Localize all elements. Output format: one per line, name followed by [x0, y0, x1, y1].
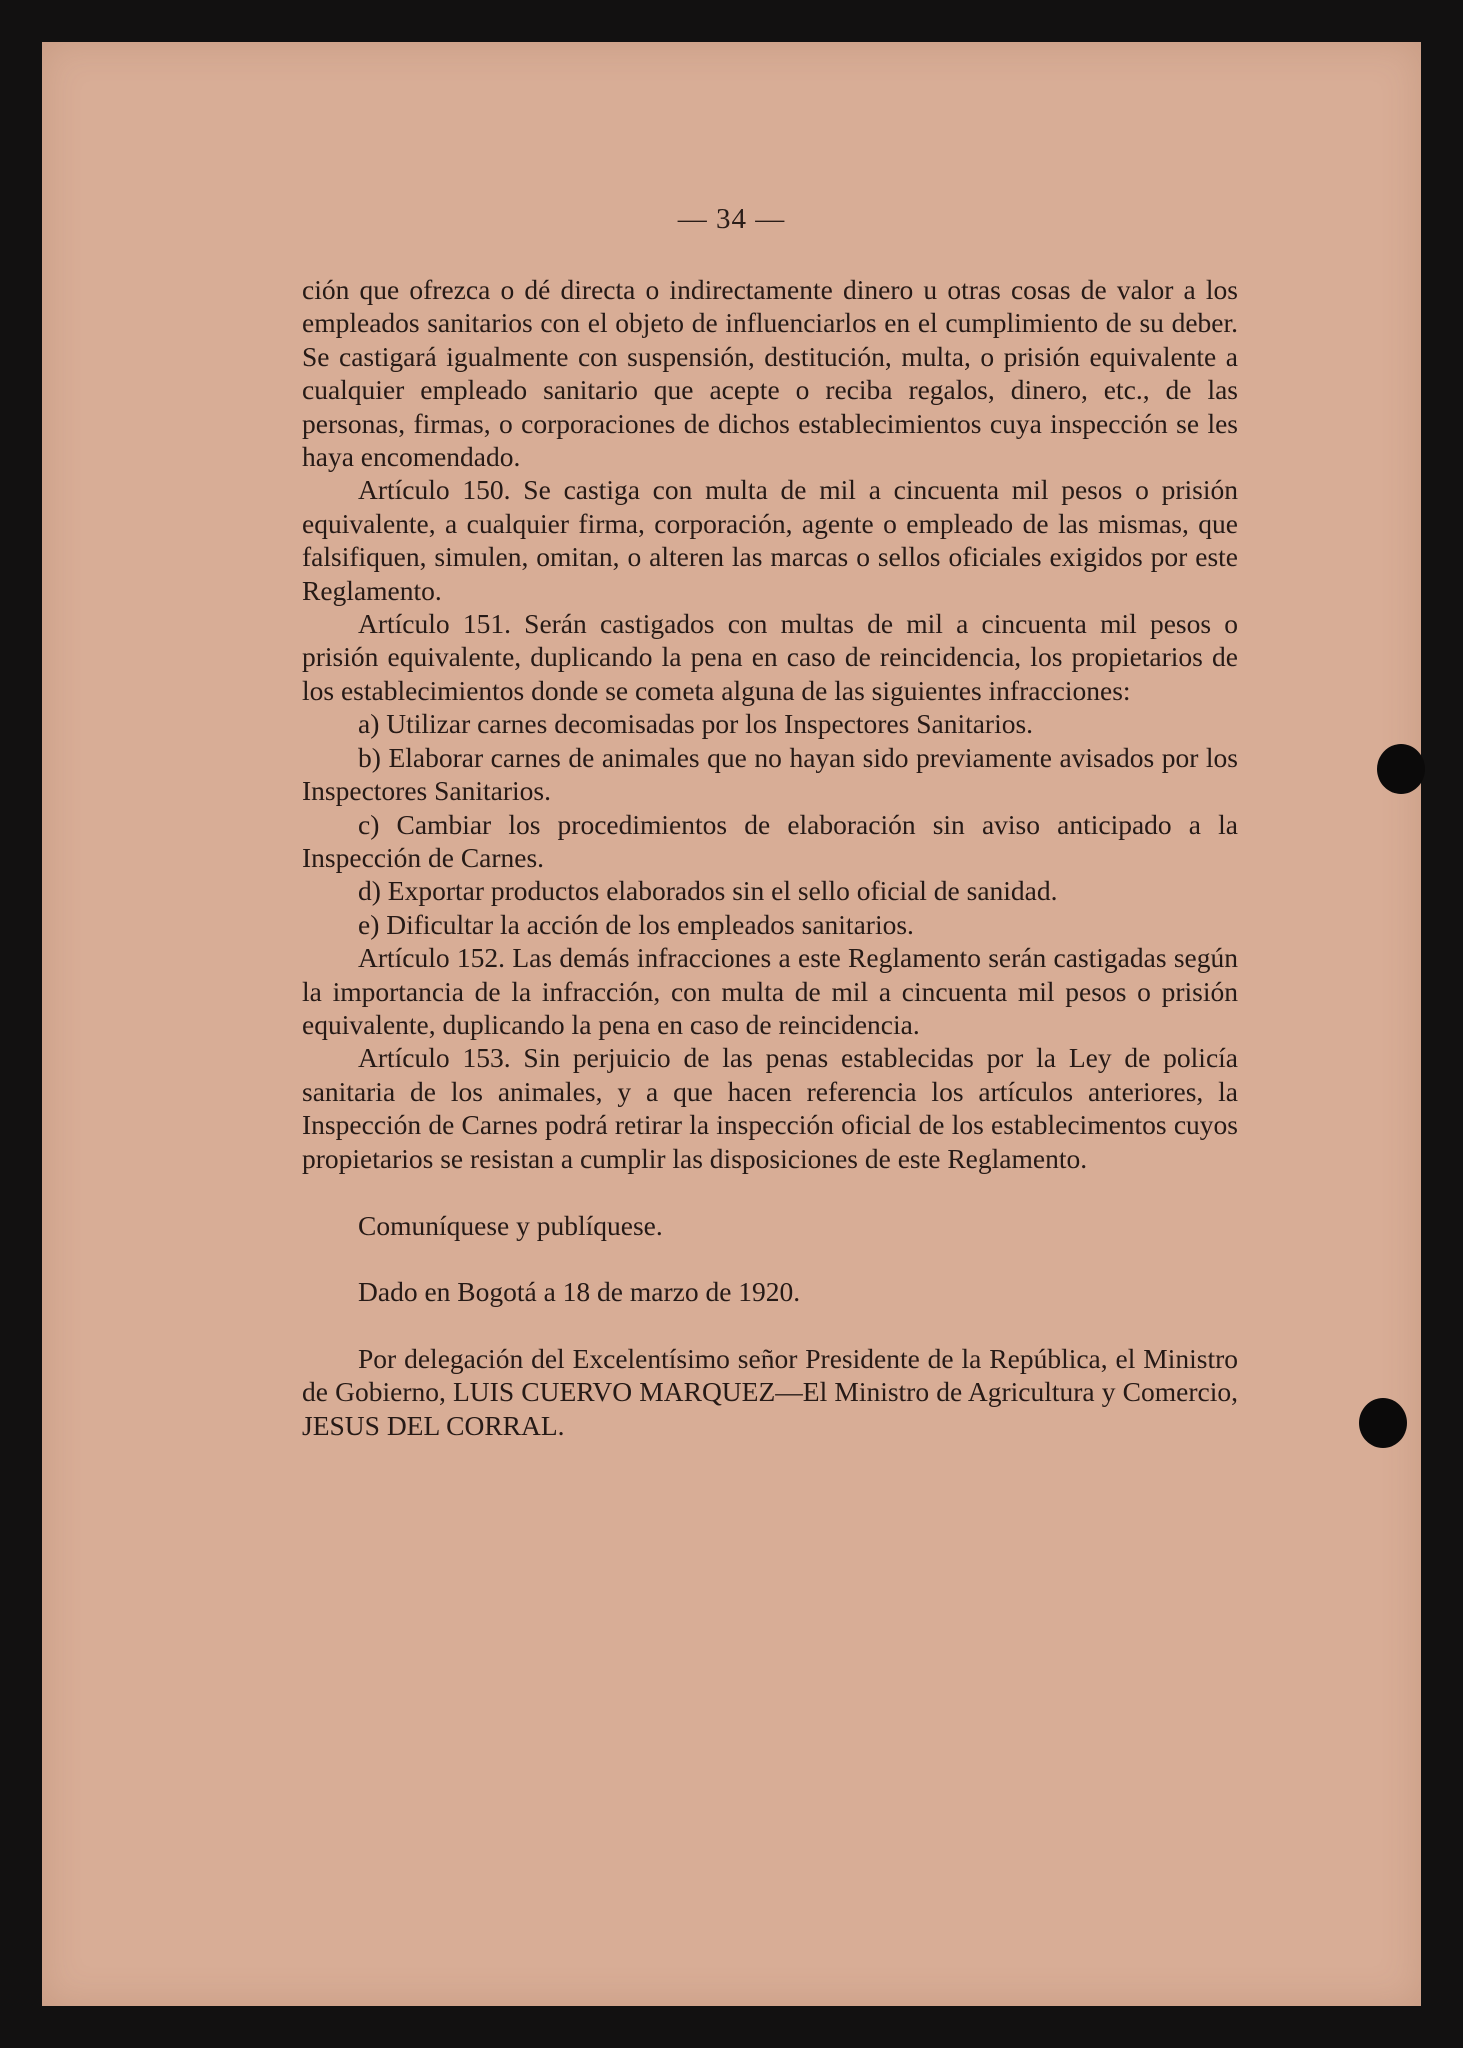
closing-publish: Comuníquese y publíquese. [358, 1209, 663, 1241]
page-number: — 34 — [677, 203, 786, 235]
article-153: Artículo 153. Sin perjuicio de las penas establecidas por la Ley de policía sanitaria de los animales, y a que hacen referencia los artículos anteriores, la Inspección de Carnes podrá retirar la inspección oficial de los establecimentos cuyos propietarios se resistan a cumplir las disposiciones de este Reglamento. [302, 1042, 1238, 1174]
signature-block: Por delegación del Excelentísimo señor Presidente de la República, el Ministro de Gobierno, LUIS CUERVO MARQUEZ—El Ministro de Agricultura y Comercio, JESUS DEL CORRAL. [302, 1342, 1238, 1441]
punch-hole-bottom [1359, 1398, 1407, 1448]
infraction-item-a: a) Utilizar carnes decomisadas por los Inspectores Sanitarios. [358, 708, 1034, 740]
closing-date: Dado en Bogotá a 18 de marzo de 1920. [358, 1276, 801, 1308]
paragraph-continuation: ción que ofrezca o dé directa o indirectamente dinero u otras cosas de valor a los empleados sanitarios con el objeto de influenciarlos en el cumplimiento de su deber. Se castigará igualmente con suspensión, destitución, multa, o prisión equivalente a cualquier empleado sanitario que acepte o reciba regalos, dinero, etc., de las personas, firmas, o corporaciones de dichos establecimientos cuya inspección se les haya encomendado. [302, 274, 1238, 473]
infraction-item-c: c) Cambiar los procedimientos de elaboración sin aviso anticipado a la Inspección de Carnes. [302, 808, 1238, 873]
punch-hole-top [1377, 744, 1425, 794]
article-150: Artículo 150. Se castiga con multa de mil a cincuenta mil pesos o prisión equivalente, a cualquier firma, corporación, agente o empleado de las mismas, que falsifiquen, simulen, omitan, o alteren las marcas o sellos oficiales exigidos por este Reglamento. [302, 474, 1238, 606]
article-151: Artículo 151. Serán castigados con multas de mil a cincuenta mil pesos o prisión equivalente, duplicando la pena en caso de reincidencia, los propietarios de los establecimientos donde se cometa alguna de las siguientes infracciones: [302, 608, 1238, 706]
infraction-item-d: d) Exportar productos elaborados sin el sello oficial de sanidad. [358, 875, 1058, 907]
infraction-item-b: b) Elaborar carnes de animales que no hayan sido previamente avisados por los Inspectores Sanitarios. [302, 741, 1238, 807]
document-body [302, 273, 1238, 1442]
article-152: Artículo 152. Las demás infracciones a este Reglamento serán castigadas según la importancia de la infracción, con multa de mil a cincuenta mil pesos o prisión equivalente, duplicando la pena en caso de reincidencia. [302, 942, 1238, 1040]
infraction-item-e: e) Dificultar la acción de los empleados sanitarios. [358, 908, 914, 940]
